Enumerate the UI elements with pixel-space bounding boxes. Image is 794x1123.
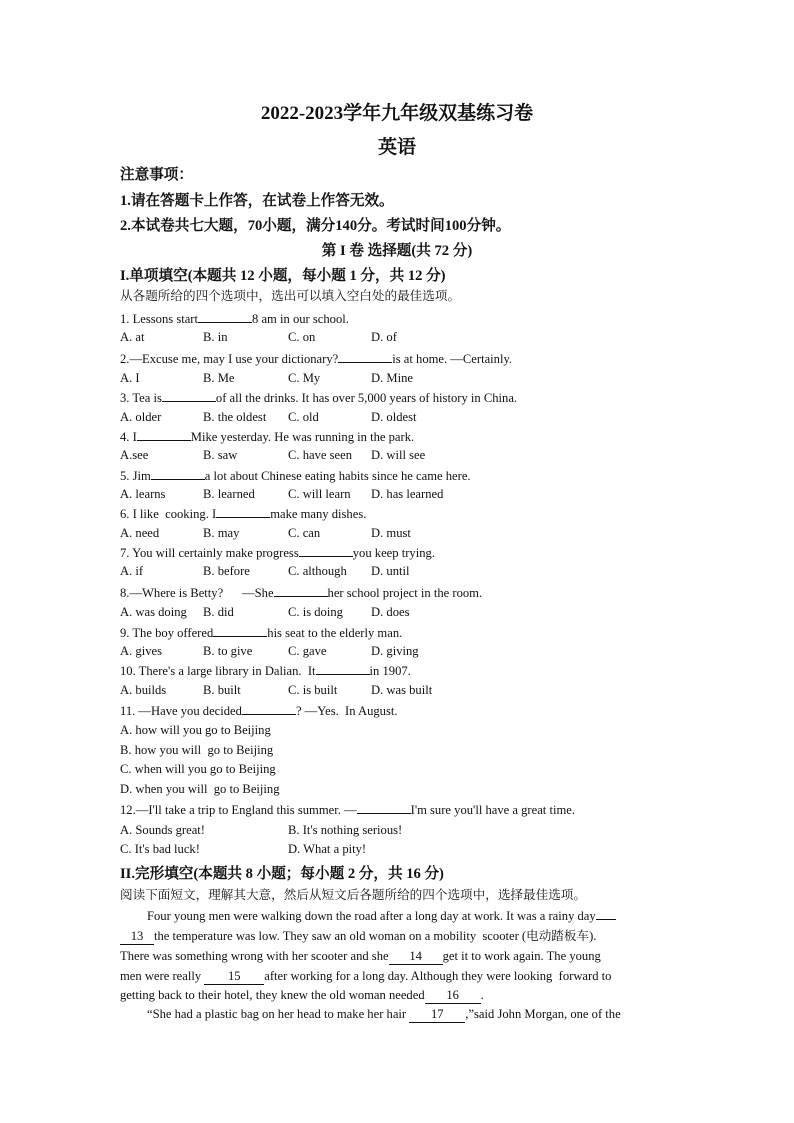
question-10-post: in 1907. [369, 664, 411, 678]
option-d: D. was built [371, 683, 433, 697]
passage-text: Four young men were walking down the road after a long day at work. It was a rainy day [147, 909, 596, 923]
option-d: D. does [371, 605, 410, 619]
answer-blank [198, 310, 252, 323]
option-d: D. What a pity! [288, 842, 367, 856]
question-7-pre: 7. You will certainly make progress [120, 546, 299, 560]
option-b: B. before [203, 564, 250, 578]
question-2 [120, 350, 512, 367]
option-d: D. must [371, 526, 411, 540]
option-a: A. I [120, 371, 140, 385]
question-12 [120, 801, 575, 818]
passage-text: . [480, 988, 484, 1002]
question-6-post: make many dishes. [270, 507, 367, 521]
option-b: B. in [203, 330, 228, 344]
passage-text: There was something wrong with her scooter and she [120, 949, 389, 963]
option-d: D. when you will go to Beijing [120, 782, 280, 796]
option-b: B. may [203, 526, 240, 540]
section2-heading: II.完形填空(本题共 8 小题；每小题 2 分，共 16 分) [120, 866, 444, 882]
option-c: C. is built [288, 683, 338, 697]
answer-blank [338, 350, 392, 363]
option-c: C. will learn [288, 487, 351, 501]
option-a: A. Sounds great! [120, 823, 205, 837]
option-d: D. will see [371, 448, 426, 462]
blank-17: 17 [409, 1006, 465, 1023]
passage-line [147, 907, 616, 924]
option-a: A. gives [120, 644, 162, 658]
passage-text: ,”said John Morgan, one of the [465, 1007, 621, 1021]
option-c: C. gave [288, 644, 327, 658]
option-c: C. on [288, 330, 316, 344]
option-c: C. when will you go to Beijing [120, 762, 276, 776]
question-9-post: his seat to the elderly man. [267, 626, 403, 640]
passage-line [120, 968, 611, 985]
question-7-post: you keep trying. [352, 546, 435, 560]
option-c: C. It's bad luck! [120, 842, 200, 856]
subject-title: 英语 [377, 137, 416, 158]
question-8 [120, 584, 482, 601]
option-b: B. learned [203, 487, 255, 501]
answer-blank [213, 624, 267, 637]
question-3-pre: 3. Tea is [120, 391, 162, 405]
question-12-post: I'm sure you'll have a great time. [410, 803, 575, 817]
option-a: A. builds [120, 683, 167, 697]
question-11-post: ? —Yes. In August. [295, 704, 398, 718]
question-4-pre: 4. I [120, 430, 137, 444]
passage-text: “She had a plastic bag on her head to make her hair [147, 1007, 410, 1021]
option-a: A.see [120, 448, 149, 462]
question-6-pre: 6. I like cooking. I [120, 507, 217, 521]
passage-line [120, 948, 601, 965]
exam-title: 2022-2023学年九年级双基练习卷 [260, 103, 534, 124]
question-4 [120, 428, 414, 445]
option-d: D. oldest [371, 410, 417, 424]
answer-blank [162, 389, 216, 402]
blank-14: 14 [389, 948, 443, 965]
question-5 [120, 467, 471, 484]
option-a: A. at [120, 330, 145, 344]
answer-blank [137, 428, 191, 441]
question-9-pre: 9. The boy offered [120, 626, 214, 640]
passage-text: the temperature was low. They saw an old woman on a mobility scooter (电动踏板车). [154, 929, 597, 943]
option-b: B. built [203, 683, 241, 697]
option-a: A. older [120, 410, 162, 424]
question-11-pre: 11. —Have you decided [120, 704, 242, 718]
notice-item-1: 1.请在答题卡上作答，在试卷上作答无效。 [120, 193, 394, 209]
option-c: C. is doing [288, 605, 343, 619]
blank-15: 15 [204, 968, 264, 985]
question-10-pre: 10. There's a large library in Dalian. It [120, 664, 316, 678]
answer-blank [316, 662, 370, 675]
question-11 [120, 702, 398, 719]
option-d: D. has learned [371, 487, 444, 501]
option-d: D. until [371, 564, 410, 578]
question-1-pre: 1. Lessons start [120, 312, 199, 326]
section2-instruction: 阅读下面短文，理解其大意，然后从短文后各题所给的四个选项中，选择最佳选项。 [120, 888, 586, 902]
question-10 [120, 662, 411, 679]
option-b: B. the oldest [203, 410, 267, 424]
blank-16: 16 [425, 987, 481, 1004]
passage-line [120, 928, 596, 945]
passage-line [147, 1006, 621, 1023]
answer-blank [299, 544, 353, 557]
option-d: D. giving [371, 644, 419, 658]
blank-13: 13 [120, 928, 154, 945]
option-c: C. old [288, 410, 319, 424]
option-a: A. learns [120, 487, 166, 501]
option-c: C. although [288, 564, 347, 578]
part1-heading: 第 I 卷 选择题(共 72 分) [321, 243, 473, 259]
option-c: C. have seen [288, 448, 352, 462]
question-3 [120, 389, 517, 406]
question-6 [120, 505, 366, 522]
option-a: A. need [120, 526, 160, 540]
section1-instruction: 从各题所给的四个选项中，选出可以填入空白处的最佳选项。 [120, 289, 461, 303]
question-2-post: is at home. —Certainly. [392, 352, 513, 366]
option-c: C. can [288, 526, 321, 540]
option-b: B. It's nothing serious! [288, 823, 403, 837]
option-b: B. to give [203, 644, 253, 658]
passage-text: get it to work again. The young [442, 949, 601, 963]
question-12-pre: 12.—I'll take a trip to England this summer. — [120, 803, 357, 817]
question-2-pre: 2.—Excuse me, may I use your dictionary? [120, 352, 339, 366]
passage-text: after working for a long day. Although they were looking forward to [264, 969, 612, 983]
question-7 [120, 544, 435, 561]
option-b: B. Me [203, 371, 235, 385]
answer-blank [274, 584, 328, 597]
answer-blank [151, 467, 205, 480]
option-c: C. My [288, 371, 321, 385]
question-9 [120, 624, 402, 641]
option-b: B. saw [203, 448, 238, 462]
question-3-post: of all the drinks. It has over 5,000 years of history in China. [215, 391, 518, 405]
option-a: A. if [120, 564, 144, 578]
question-4-post: Mike yesterday. He was running in the park. [190, 430, 415, 444]
answer-blank [242, 702, 296, 715]
question-1 [120, 310, 349, 327]
option-b: B. did [203, 605, 234, 619]
answer-blank [357, 801, 411, 814]
answer-blank [596, 907, 616, 920]
option-d: D. of [371, 330, 397, 344]
passage-text: getting back to their hotel, they knew the old woman needed [120, 988, 425, 1002]
passage-text: men were really [120, 969, 205, 983]
option-a: A. how will you go to Beijing [120, 723, 271, 737]
notice-heading: 注意事项： [120, 167, 193, 183]
option-b: B. how you will go to Beijing [120, 743, 274, 757]
section1-heading: I.单项填空(本题共 12 小题，每小题 1 分，共 12 分) [120, 268, 446, 284]
notice-item-2: 2.本试卷共七大题，70小题，满分140分。考试时间100分钟。 [120, 218, 511, 234]
option-d: D. Mine [371, 371, 413, 385]
question-8-pre: 8.—Where is Betty? —She [120, 586, 274, 600]
question-5-pre: 5. Jim [120, 469, 151, 483]
question-1-post: 8 am in our school. [252, 312, 349, 326]
passage-line [120, 987, 484, 1004]
question-5-post: a lot about Chinese eating habits since he came here. [204, 469, 471, 483]
question-8-post: her school project in the room. [327, 586, 483, 600]
answer-blank [216, 505, 270, 518]
option-a: A. was doing [120, 605, 187, 619]
